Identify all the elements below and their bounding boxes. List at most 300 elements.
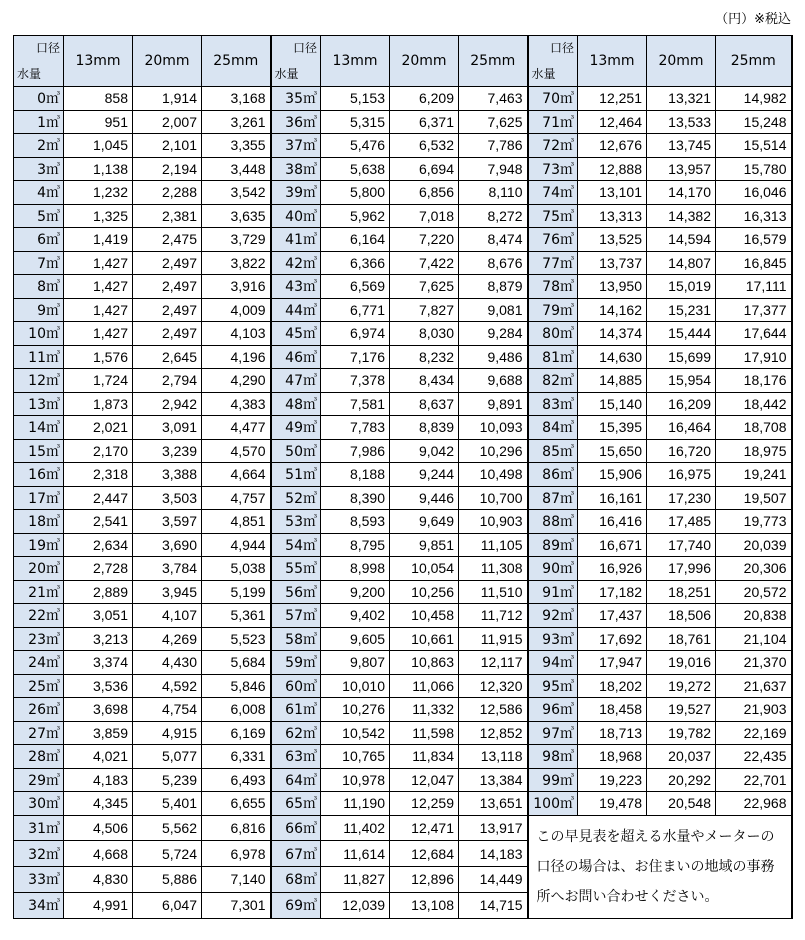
volume-unit: ㎥ — [46, 443, 60, 460]
volume-cell — [528, 228, 578, 252]
volume-value: 29 — [28, 772, 46, 789]
volume-value: 43 — [285, 279, 303, 296]
volume-value: 100 — [533, 796, 560, 813]
volume-cell — [528, 768, 578, 792]
price-cell: 3,822 — [202, 251, 271, 275]
price-cell: 16,671 — [578, 533, 647, 557]
price-cell: 1,914 — [133, 87, 202, 111]
volume-cell — [528, 157, 578, 181]
price-cell: 6,694 — [390, 157, 459, 181]
volume-cell — [271, 322, 321, 346]
volume-value: 79 — [542, 302, 560, 319]
price-cell: 18,506 — [647, 604, 716, 628]
volume-value: 49 — [285, 420, 303, 437]
price-cell: 7,301 — [202, 892, 271, 918]
price-cell: 5,886 — [133, 867, 202, 893]
price-cell: 7,783 — [321, 416, 390, 440]
volume-unit: ㎥ — [560, 161, 574, 178]
volume-value: 31 — [28, 820, 46, 837]
price-cell: 11,308 — [459, 557, 528, 581]
price-cell: 9,200 — [321, 580, 390, 604]
price-cell: 8,795 — [321, 533, 390, 557]
price-cell: 2,497 — [133, 251, 202, 275]
volume-unit: ㎥ — [46, 655, 60, 672]
price-cell: 10,765 — [321, 745, 390, 769]
price-cell: 20,292 — [647, 768, 716, 792]
volume-value: 87 — [542, 490, 560, 507]
price-cell: 18,708 — [716, 416, 792, 440]
volume-cell — [528, 651, 578, 675]
volume-unit: ㎥ — [46, 796, 60, 813]
price-cell: 7,463 — [459, 87, 528, 111]
price-cell: 3,503 — [133, 486, 202, 510]
volume-value: 71 — [542, 114, 560, 131]
volume-unit: ㎥ — [303, 302, 317, 319]
price-cell: 4,592 — [133, 674, 202, 698]
price-cell: 4,196 — [202, 345, 271, 369]
volume-unit: ㎥ — [46, 537, 60, 554]
table-note: この早見表を超える水量やメーターの口径の場合は、お住まいの地域の事務所へお問い合わせください。 — [528, 815, 792, 918]
size-header: 20mm — [647, 36, 716, 87]
price-cell: 14,449 — [459, 867, 528, 893]
volume-value: 95 — [542, 678, 560, 695]
table-row — [14, 557, 792, 581]
price-cell: 8,390 — [321, 486, 390, 510]
volume-cell — [528, 298, 578, 322]
price-cell: 2,541 — [64, 510, 133, 534]
price-cell: 12,464 — [578, 110, 647, 134]
volume-cell — [14, 721, 64, 745]
volume-value: 0 — [37, 91, 46, 108]
volume-unit: ㎥ — [560, 584, 574, 601]
volume-unit: ㎥ — [46, 490, 60, 507]
volume-cell — [271, 721, 321, 745]
price-cell: 10,978 — [321, 768, 390, 792]
corner-header — [14, 36, 64, 87]
price-cell: 19,507 — [716, 486, 792, 510]
volume-value: 94 — [542, 655, 560, 672]
volume-unit: ㎥ — [303, 443, 317, 460]
price-cell: 5,077 — [133, 745, 202, 769]
volume-unit: ㎥ — [46, 820, 60, 837]
volume-cell — [271, 651, 321, 675]
volume-value: 34 — [28, 898, 46, 915]
volume-cell — [528, 604, 578, 628]
volume-cell — [528, 369, 578, 393]
price-cell: 17,947 — [578, 651, 647, 675]
price-cell: 10,054 — [390, 557, 459, 581]
volume-value: 70 — [542, 91, 560, 108]
price-cell: 8,998 — [321, 557, 390, 581]
volume-value: 92 — [542, 608, 560, 625]
volume-unit: ㎥ — [303, 820, 317, 837]
price-cell: 6,164 — [321, 228, 390, 252]
volume-unit: ㎥ — [560, 138, 574, 155]
volume-unit: ㎥ — [46, 185, 60, 202]
volume-unit: ㎥ — [46, 725, 60, 742]
price-cell: 9,402 — [321, 604, 390, 628]
price-cell: 6,493 — [202, 768, 271, 792]
volume-cell — [528, 745, 578, 769]
volume-unit: ㎥ — [46, 373, 60, 390]
price-cell: 2,889 — [64, 580, 133, 604]
volume-value: 97 — [542, 725, 560, 742]
volume-cell — [14, 134, 64, 158]
price-cell: 15,444 — [647, 322, 716, 346]
unit-note: （円）※税込 — [715, 12, 791, 27]
volume-unit: ㎥ — [560, 443, 574, 460]
price-cell: 15,140 — [578, 392, 647, 416]
volume-value: 99 — [542, 772, 560, 789]
price-cell: 3,168 — [202, 87, 271, 111]
price-cell: 17,485 — [647, 510, 716, 534]
price-cell: 10,700 — [459, 486, 528, 510]
table-row — [14, 815, 792, 841]
price-cell: 2,288 — [133, 181, 202, 205]
price-cell: 11,827 — [321, 867, 390, 893]
volume-value: 9 — [37, 302, 46, 319]
volume-cell — [271, 275, 321, 299]
volume-cell — [528, 792, 578, 816]
volume-cell — [14, 251, 64, 275]
price-cell: 16,845 — [716, 251, 792, 275]
price-cell: 10,256 — [390, 580, 459, 604]
volume-unit: ㎥ — [303, 772, 317, 789]
price-cell: 11,915 — [459, 627, 528, 651]
price-cell: 1,427 — [64, 322, 133, 346]
price-cell: 10,661 — [390, 627, 459, 651]
volume-cell — [14, 369, 64, 393]
volume-cell — [271, 815, 321, 841]
price-cell: 14,885 — [578, 369, 647, 393]
volume-cell — [528, 674, 578, 698]
volume-unit: ㎥ — [46, 772, 60, 789]
price-cell: 9,807 — [321, 651, 390, 675]
volume-value: 35 — [285, 91, 303, 108]
price-cell: 6,047 — [133, 892, 202, 918]
price-cell: 3,091 — [133, 416, 202, 440]
price-cell: 21,637 — [716, 674, 792, 698]
price-cell: 15,699 — [647, 345, 716, 369]
volume-value: 20 — [28, 561, 46, 578]
price-cell: 4,830 — [64, 867, 133, 893]
volume-cell — [14, 651, 64, 675]
price-cell: 13,651 — [459, 792, 528, 816]
price-cell: 2,101 — [133, 134, 202, 158]
volume-value: 93 — [542, 631, 560, 648]
volume-cell — [528, 345, 578, 369]
volume-unit: ㎥ — [303, 537, 317, 554]
price-cell: 3,239 — [133, 439, 202, 463]
volume-value: 63 — [285, 749, 303, 766]
price-cell: 4,103 — [202, 322, 271, 346]
volume-unit: ㎥ — [560, 302, 574, 319]
volume-unit: ㎥ — [560, 420, 574, 437]
volume-unit: ㎥ — [303, 91, 317, 108]
price-cell: 9,891 — [459, 392, 528, 416]
volume-cell — [271, 439, 321, 463]
volume-cell — [528, 181, 578, 205]
volume-unit: ㎥ — [303, 490, 317, 507]
price-cell: 6,978 — [202, 841, 271, 867]
price-cell: 2,497 — [133, 298, 202, 322]
volume-unit: ㎥ — [46, 232, 60, 249]
volume-value: 18 — [28, 514, 46, 531]
volume-value: 98 — [542, 749, 560, 766]
volume-cell — [14, 345, 64, 369]
volume-value: 46 — [285, 349, 303, 366]
volume-unit: ㎥ — [560, 255, 574, 272]
volume-value: 12 — [28, 373, 46, 390]
price-cell: 1,325 — [64, 204, 133, 228]
price-cell: 1,873 — [64, 392, 133, 416]
price-cell: 4,851 — [202, 510, 271, 534]
water-rate-table — [13, 35, 793, 919]
volume-cell — [271, 134, 321, 158]
volume-value: 80 — [542, 326, 560, 343]
volume-unit: ㎥ — [303, 631, 317, 648]
price-cell: 3,355 — [202, 134, 271, 158]
price-cell: 4,668 — [64, 841, 133, 867]
price-cell: 7,827 — [390, 298, 459, 322]
price-cell: 13,533 — [647, 110, 716, 134]
price-cell: 4,991 — [64, 892, 133, 918]
volume-cell — [14, 792, 64, 816]
price-cell: 2,447 — [64, 486, 133, 510]
price-cell: 2,942 — [133, 392, 202, 416]
volume-value: 44 — [285, 302, 303, 319]
price-cell: 12,852 — [459, 721, 528, 745]
volume-value: 36 — [285, 114, 303, 131]
volume-unit: ㎥ — [303, 608, 317, 625]
price-cell: 3,536 — [64, 674, 133, 698]
volume-value: 26 — [28, 702, 46, 719]
table-row — [14, 439, 792, 463]
price-cell: 16,416 — [578, 510, 647, 534]
table-header — [14, 36, 792, 87]
price-cell: 12,676 — [578, 134, 647, 158]
price-cell: 8,110 — [459, 181, 528, 205]
volume-cell — [14, 181, 64, 205]
volume-unit: ㎥ — [303, 138, 317, 155]
price-cell: 13,108 — [390, 892, 459, 918]
volume-value: 90 — [542, 561, 560, 578]
corner-header — [271, 36, 321, 87]
price-cell: 7,786 — [459, 134, 528, 158]
volume-value: 60 — [285, 678, 303, 695]
volume-cell — [14, 815, 64, 841]
price-cell: 22,968 — [716, 792, 792, 816]
volume-cell — [14, 604, 64, 628]
volume-value: 64 — [285, 772, 303, 789]
volume-unit: ㎥ — [560, 772, 574, 789]
volume-value: 15 — [28, 443, 46, 460]
volume-unit: ㎥ — [560, 749, 574, 766]
volume-cell — [271, 416, 321, 440]
table-row — [14, 768, 792, 792]
volume-cell — [271, 204, 321, 228]
volume-unit: ㎥ — [560, 631, 574, 648]
price-cell: 14,183 — [459, 841, 528, 867]
price-cell: 19,478 — [578, 792, 647, 816]
price-cell: 8,232 — [390, 345, 459, 369]
volume-cell — [528, 721, 578, 745]
table-row — [14, 674, 792, 698]
price-cell: 13,737 — [578, 251, 647, 275]
volume-value: 1 — [37, 114, 46, 131]
table-row — [14, 604, 792, 628]
volume-value: 10 — [28, 326, 46, 343]
volume-value: 83 — [542, 396, 560, 413]
price-cell: 11,712 — [459, 604, 528, 628]
volume-value: 6 — [37, 232, 46, 249]
size-header: 13mm — [321, 36, 390, 87]
price-cell: 3,635 — [202, 204, 271, 228]
volume-value: 30 — [28, 796, 46, 813]
price-cell: 13,101 — [578, 181, 647, 205]
volume-cell — [14, 87, 64, 111]
volume-unit: ㎥ — [303, 872, 317, 889]
volume-unit: ㎥ — [46, 749, 60, 766]
volume-cell — [528, 416, 578, 440]
price-cell: 11,614 — [321, 841, 390, 867]
price-cell: 8,839 — [390, 416, 459, 440]
table-row — [14, 792, 792, 816]
volume-cell — [528, 627, 578, 651]
price-cell: 18,202 — [578, 674, 647, 698]
volume-cell — [271, 345, 321, 369]
price-cell: 11,598 — [390, 721, 459, 745]
volume-unit: ㎥ — [303, 232, 317, 249]
price-cell: 13,917 — [459, 815, 528, 841]
volume-cell — [271, 841, 321, 867]
price-cell: 9,851 — [390, 533, 459, 557]
price-cell: 3,051 — [64, 604, 133, 628]
volume-cell — [14, 298, 64, 322]
volume-cell — [14, 867, 64, 893]
price-cell: 8,030 — [390, 322, 459, 346]
price-cell: 6,974 — [321, 322, 390, 346]
price-cell: 19,223 — [578, 768, 647, 792]
price-cell: 17,692 — [578, 627, 647, 651]
volume-value: 61 — [285, 702, 303, 719]
size-header: 25mm — [716, 36, 792, 87]
price-cell: 6,816 — [202, 815, 271, 841]
volume-value: 62 — [285, 725, 303, 742]
volume-cell — [14, 768, 64, 792]
price-cell: 13,745 — [647, 134, 716, 158]
price-cell: 2,170 — [64, 439, 133, 463]
volume-unit: ㎥ — [560, 608, 574, 625]
volume-unit: ㎥ — [560, 396, 574, 413]
volume-unit: ㎥ — [560, 185, 574, 202]
volume-unit: ㎥ — [303, 349, 317, 366]
price-cell: 11,510 — [459, 580, 528, 604]
price-cell: 4,107 — [133, 604, 202, 628]
volume-cell — [271, 627, 321, 651]
price-cell: 1,724 — [64, 369, 133, 393]
volume-unit: ㎥ — [560, 537, 574, 554]
volume-cell — [271, 251, 321, 275]
price-cell: 17,644 — [716, 322, 792, 346]
volume-value: 14 — [28, 420, 46, 437]
volume-value: 52 — [285, 490, 303, 507]
volume-unit: ㎥ — [46, 255, 60, 272]
volume-cell — [14, 204, 64, 228]
price-cell: 5,846 — [202, 674, 271, 698]
price-cell: 8,879 — [459, 275, 528, 299]
price-cell: 3,261 — [202, 110, 271, 134]
price-cell: 2,634 — [64, 533, 133, 557]
volume-cell — [14, 745, 64, 769]
price-cell: 11,066 — [390, 674, 459, 698]
volume-cell — [528, 510, 578, 534]
volume-cell — [271, 463, 321, 487]
price-cell: 16,926 — [578, 557, 647, 581]
volume-unit: ㎥ — [46, 114, 60, 131]
volume-value: 86 — [542, 467, 560, 484]
size-header: 13mm — [64, 36, 133, 87]
price-cell: 6,371 — [390, 110, 459, 134]
table-row — [14, 486, 792, 510]
volume-value: 47 — [285, 373, 303, 390]
volume-unit: ㎥ — [560, 490, 574, 507]
volume-value: 66 — [285, 820, 303, 837]
price-cell: 13,950 — [578, 275, 647, 299]
diameter-label: 口径 — [35, 41, 60, 55]
price-cell: 21,370 — [716, 651, 792, 675]
price-cell: 14,382 — [647, 204, 716, 228]
price-cell: 5,315 — [321, 110, 390, 134]
price-cell: 11,105 — [459, 533, 528, 557]
volume-value: 19 — [28, 537, 46, 554]
price-cell: 19,241 — [716, 463, 792, 487]
price-cell: 20,838 — [716, 604, 792, 628]
price-cell: 16,720 — [647, 439, 716, 463]
volume-label: 水量 — [17, 67, 42, 81]
price-cell: 17,996 — [647, 557, 716, 581]
volume-cell — [271, 604, 321, 628]
price-cell: 4,477 — [202, 416, 271, 440]
table-row — [14, 204, 792, 228]
price-cell: 2,794 — [133, 369, 202, 393]
price-cell: 10,093 — [459, 416, 528, 440]
price-cell: 4,944 — [202, 533, 271, 557]
price-cell: 17,182 — [578, 580, 647, 604]
volume-cell — [271, 110, 321, 134]
volume-unit: ㎥ — [303, 561, 317, 578]
volume-value: 81 — [542, 349, 560, 366]
price-cell: 4,009 — [202, 298, 271, 322]
price-cell: 16,046 — [716, 181, 792, 205]
price-cell: 16,975 — [647, 463, 716, 487]
price-cell: 1,427 — [64, 298, 133, 322]
price-cell: 14,807 — [647, 251, 716, 275]
volume-value: 50 — [285, 443, 303, 460]
price-cell: 9,688 — [459, 369, 528, 393]
volume-unit: ㎥ — [303, 749, 317, 766]
volume-value: 27 — [28, 725, 46, 742]
volume-value: 73 — [542, 161, 560, 178]
volume-label: 水量 — [274, 67, 299, 81]
table-row — [14, 510, 792, 534]
price-cell: 13,313 — [578, 204, 647, 228]
price-cell: 5,476 — [321, 134, 390, 158]
price-cell: 951 — [64, 110, 133, 134]
price-cell: 1,419 — [64, 228, 133, 252]
price-cell: 20,037 — [647, 745, 716, 769]
price-cell: 7,986 — [321, 439, 390, 463]
